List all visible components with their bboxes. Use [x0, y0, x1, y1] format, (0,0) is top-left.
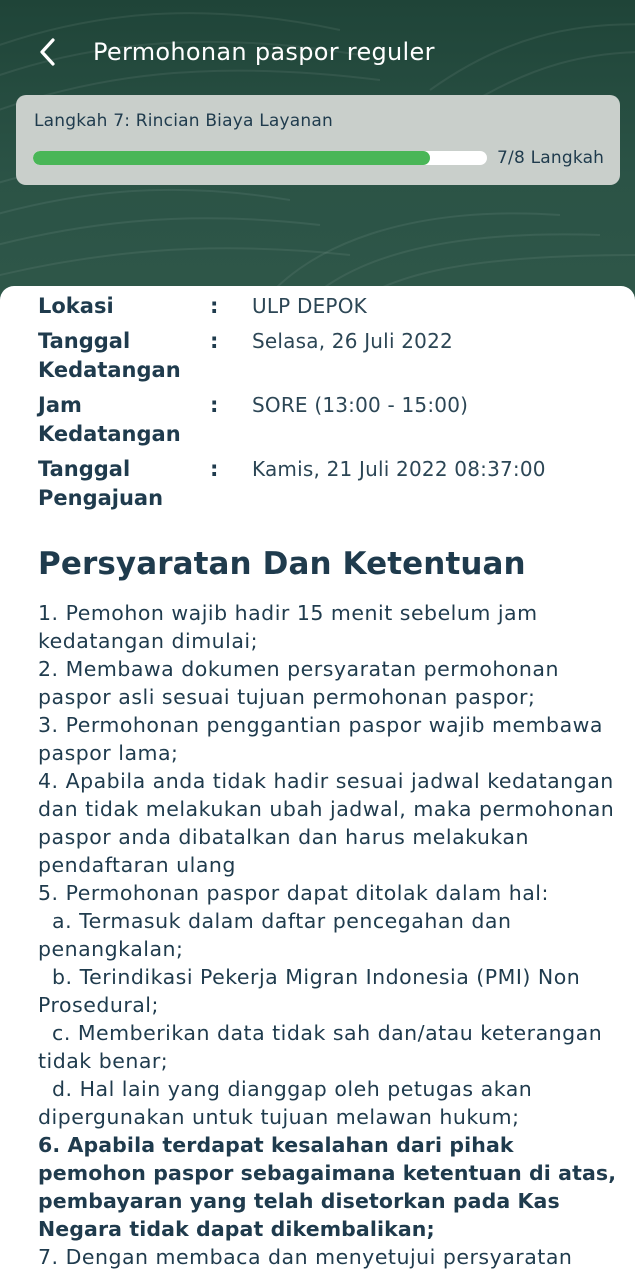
terms-item: 1. Pemohon wajib hadir 15 menit sebelum jam kedatangan dimulai;: [38, 601, 545, 653]
appointment-info: [38, 292, 608, 519]
info-row: [38, 391, 608, 449]
app-header: [0, 0, 635, 320]
info-separator: :: [210, 457, 219, 481]
terms-item: b. Terindikasi Pekerja Migran Indonesia (PMI) Non Prosedural;: [38, 965, 588, 1017]
info-label: Jam Kedatangan: [38, 393, 181, 446]
info-row: [38, 327, 608, 385]
terms-item: 5. Permohonan paspor dapat ditolak dalam hal:: [38, 881, 549, 905]
info-row: [38, 292, 608, 321]
progress-bar-fill: [33, 151, 430, 165]
page-title: Permohonan paspor reguler: [93, 38, 435, 66]
info-separator: :: [210, 294, 219, 318]
terms-item: c. Memberikan data tidak sah dan/atau keterangan tidak benar;: [38, 1021, 610, 1073]
back-button[interactable]: [30, 34, 66, 70]
terms-list: [38, 599, 623, 1271]
info-separator: :: [210, 329, 219, 353]
info-value: Selasa, 26 Juli 2022: [252, 329, 453, 353]
progress-count: 7/8 Langkah: [497, 148, 605, 168]
step-label: Langkah 7: Rincian Biaya Layanan: [34, 111, 333, 131]
step-progress-card: [16, 95, 620, 185]
info-value: Kamis, 21 Juli 2022 08:37:00: [252, 457, 546, 481]
terms-item: 2. Membawa dokumen persyaratan permohonan paspor asli sesuai tujuan permohonan paspor;: [38, 657, 566, 709]
info-value: ULP DEPOK: [252, 294, 367, 318]
progress-bar: [33, 151, 487, 165]
content-panel: [0, 286, 635, 1286]
info-label: Tanggal Pengajuan: [38, 457, 164, 510]
terms-item: 7. Dengan membaca dan menyetujui persyaratan: [38, 1245, 573, 1269]
chevron-left-icon: [37, 37, 59, 67]
terms-item: d. Hal lain yang dianggap oleh petugas akan dipergunakan untuk tujuan melawan hukum;: [38, 1077, 540, 1129]
info-separator: :: [210, 393, 219, 417]
terms-item: a. Termasuk dalam daftar pencegahan dan penangkalan;: [38, 909, 519, 961]
terms-item: 4. Apabila anda tidak hadir sesuai jadwal kedatangan dan tidak melakukan ubah jadwal, maka permohonan paspor anda dibatalkan dan harus melakukan pendaftaran ulang: [38, 769, 622, 877]
info-label: Lokasi: [38, 294, 114, 318]
info-row: [38, 455, 608, 513]
info-value: SORE (13:00 - 15:00): [252, 393, 469, 417]
terms-item: 6. Apabila terdapat kesalahan dari pihak pemohon paspor sebagaimana ketentuan di atas, pembayaran yang telah disetorkan pada Kas Negara tidak dapat dikembalikan;: [38, 1133, 624, 1241]
terms-item: 3. Permohonan penggantian paspor wajib membawa paspor lama;: [38, 713, 610, 765]
info-label: Tanggal Kedatangan: [38, 329, 181, 382]
terms-title: Persyaratan Dan Ketentuan: [38, 546, 526, 582]
